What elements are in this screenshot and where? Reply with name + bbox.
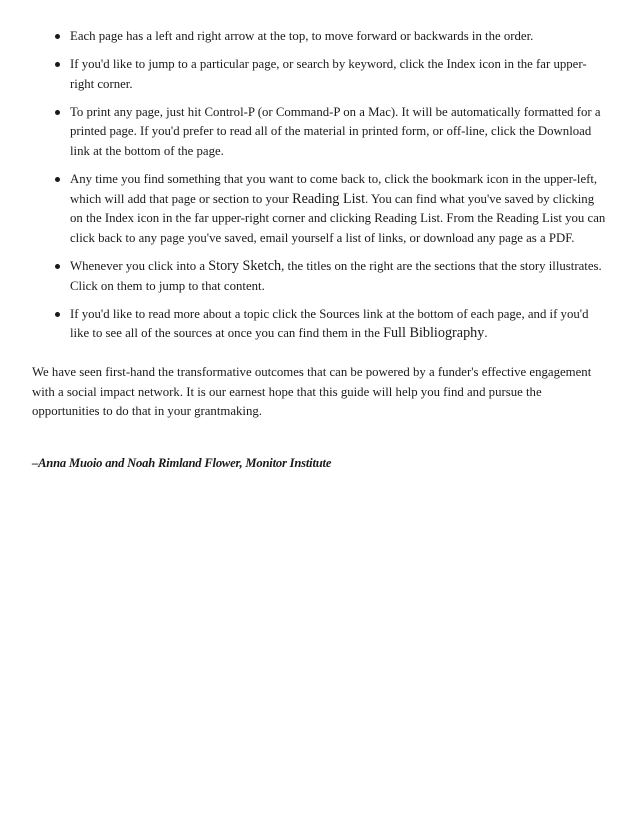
reading-list-link[interactable]: Reading List	[292, 190, 366, 207]
signature-line: –Anna Muoio and Noah Rimland Flower, Monitor Institute	[32, 456, 332, 470]
list-item-text: To print any page, just hit Control-P (or Command-P on a Mac). It will be automatically formatted for a printed page. If you'd prefer to read all of the material in printed form, or off-line, click the Download link at the bottom of the page.	[70, 104, 601, 158]
bullet-icon	[55, 312, 60, 317]
list-item-text: Each page has a left and right arrow at the top, to move forward or backwards in the order.	[70, 29, 534, 43]
list-item-text: If you'd like to read more about a topic click the Sources link at the bottom of each page, and if you'd like to see all of the sources at once you can find them in the	[70, 306, 589, 341]
list-item-text: Whenever you click into a	[70, 258, 209, 273]
list-item	[46, 103, 606, 162]
list-item-text: If you'd like to jump to a particular page, or search by keyword, click the Index icon in the far upper-right corner.	[70, 57, 587, 91]
bullet-icon	[55, 110, 60, 115]
bullet-icon	[55, 264, 60, 269]
list-item-text: Any time you find something that you want to come back to, click the bookmark icon in the upper-left, which will add that page or section to your	[70, 172, 598, 206]
list-item	[46, 55, 606, 94]
list-item	[46, 257, 606, 296]
list-item-text: , the titles on the right are the sections that the story illustrates. Click on them to jump to that content.	[70, 258, 602, 293]
list-item-text: .	[484, 326, 488, 341]
list-item-text: . You can find what you've saved by clicking on the Index icon in the far upper-right corner and clicking Reading List. From the Reading List you can click back to any page you've saved, email yourself a list of links, or download any page as a PDF.	[70, 191, 606, 245]
list-item	[46, 305, 606, 344]
instructions-list	[46, 27, 606, 352]
list-item	[46, 170, 606, 248]
bullet-icon	[55, 177, 60, 182]
bullet-icon	[55, 34, 60, 39]
story-sketch-link[interactable]: Story Sketch	[208, 257, 282, 274]
closing-paragraph: We have seen first-hand the transformative outcomes that can be powered by a funder's effective engagement with a social impact network. It is our earnest hope that this guide will help you find and pursue the opportunities to do that in your grantmaking.	[32, 365, 592, 419]
list-item	[46, 27, 606, 47]
full-bibliography-link[interactable]: Full Bibliography	[383, 325, 485, 342]
bullet-icon	[55, 62, 60, 67]
